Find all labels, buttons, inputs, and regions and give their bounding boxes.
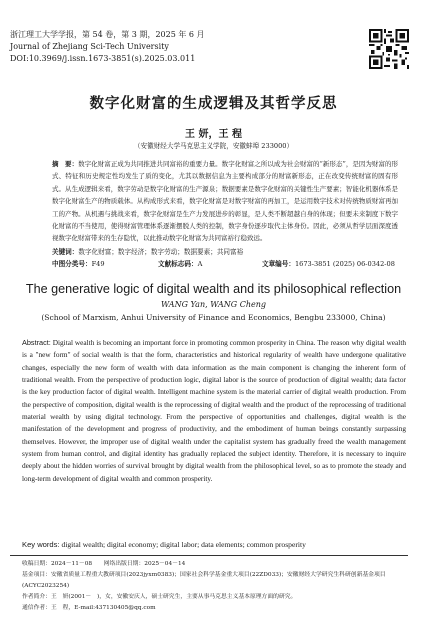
abstract-cn [52,158,398,245]
journal-header-en: Journal of Zhejiang Sci-Tech University [10,42,169,51]
article-number [262,258,395,268]
keywords-en-label: Key words: [22,540,60,549]
keywords-cn-label: 关键词： [52,248,79,256]
article-title-cn: 数字化财富的生成逻辑及其哲学反思 [89,95,338,112]
article-number-value: 1673-3851 (2025) 06-0342-08 [294,260,395,268]
keywords-cn-text: 数字化财富；数字经济；数字劳动；数据要素；共同富裕 [78,248,244,256]
document-code-label: 文献标志码： [158,260,198,268]
affiliation-cn: （安徽财经大学马克思主义学院，安徽蚌埠 233000） [133,142,294,150]
keywords-en-text: digital wealth; digital economy; digital labor; data elements; common prosperity [61,540,306,549]
clc-value: F49 [91,260,105,268]
footnote-correspondence: 通信作者：王 程，E-mail:437130405@qq.com [22,605,156,611]
article-title-en: The generative logic of digital wealth and its philosophical reflection [25,282,402,296]
footnote-divider [10,555,408,556]
authors-en: WANG Yan, WANG Cheng [160,300,267,309]
keywords-cn [52,246,243,256]
clc-label: 中图分类号： [52,260,92,268]
affiliation-en: (School of Marxism, Anhui University of Finance and Economics, Bengbu 233000, China) [41,313,386,322]
abstract-cn-text: 数字化财富正成为共同推进共同富裕的重要力量。数字化财富之所以成为社会财富的“新形态”，是因为财富的形式、特征和历史规定性均发生了质的变化，尤其以数据信息为主要构成部分的财富新形态，正在改变传统财富的固有形式。从生成逻辑来看，数字劳动是数字化财富的生产源泉；数据要素是数字化财富的关键性生产要素；智能化机器体系是数字化财富生产的物质载体。从构成形式来看，数字化财富是对数字财富的再加工，是运用数字技术对传统物质财富再加工的产物。从机遇与挑战来看，数字化财富是生产力发展进步的彰显，是人类不断超越自身的体现；但要未来制度下数字化财富的不当使用，使得财富管理体系逐渐摆脱人类的控制，数字身份逐步取代主体身份。因此，必须从哲学层面深度透视数字化财富带来的生存隐忧，以此推动数字化财富为共同富裕行稳致远。 [52,160,398,243]
abstract-en [22,337,406,485]
keywords-en [22,540,306,549]
footnote-fund: 基金项目：安徽省质量工程重大教研项目(2023jyxm0383)；国家社会科学基金重大项目(22ZD033)；安徽财经大学研究生科研创新基金项目(ACYC2023254) [22,572,386,589]
abstract-en-text: Digital wealth is becoming an important force in promoting common prosperity in China. The reason why digital wealth is a "new form" of social wealth is that the form, characteristics and historical regularity of wealth have undergone qualitative changes, especially the new form of wealth with data information as the main component is changing the inherent form of traditional wealth. From the perspective of production logic, digital labor is the source of production of digital wealth; data factor is the key production factor of digital wealth. Intelligent machine system is the material carrier of digital wealth production. From the perspective of composition, digital wealth is the reprocessing of digital wealth and the product of the reprocessing of traditional material wealth by using digital technology. From the perspective of opportunities and challenges, digital wealth is the manifestation of the development and progress of productivity, and the embodiment of human beings constantly surpassing themselves. However, the improper use of digital wealth under the capitalist system has gradually freed the wealth management system from human control, and digital identity has gradually replaced the subject identity. Therefore, it is necessary to inquire deeply about the hidden worries of survival brought by digital wealth from the philosophical level, so as to promote the steady and long-term development of digital wealth and common prosperity. [22,338,406,483]
document-code-value: A [197,260,203,268]
authors-cn: 王 妍，王 程 [185,129,242,140]
document-code [158,258,202,268]
doi-line: DOI:10.3969/j.issn.1673-3851(s).2025.03.011 [10,54,196,63]
journal-header-cn: 浙江理工大学学报，第 54 卷，第 3 期，2025 年 6 月 [10,30,205,39]
article-number-label: 文章编号： [262,260,295,268]
abstract-en-label: Abstract: [22,338,51,347]
clc-number [52,258,105,268]
qr-code [369,29,409,69]
footnote-received: 收稿日期：2024－11－08 网络出版日期：2025－04－14 [22,561,186,567]
abstract-cn-label: 摘 要： [52,160,79,168]
footnote-author: 作者简介：王 妍(2001－ )，女，安徽安庆人，硕士研究生，主要从事马克思主义基本原理方面的研究。 [22,594,297,600]
